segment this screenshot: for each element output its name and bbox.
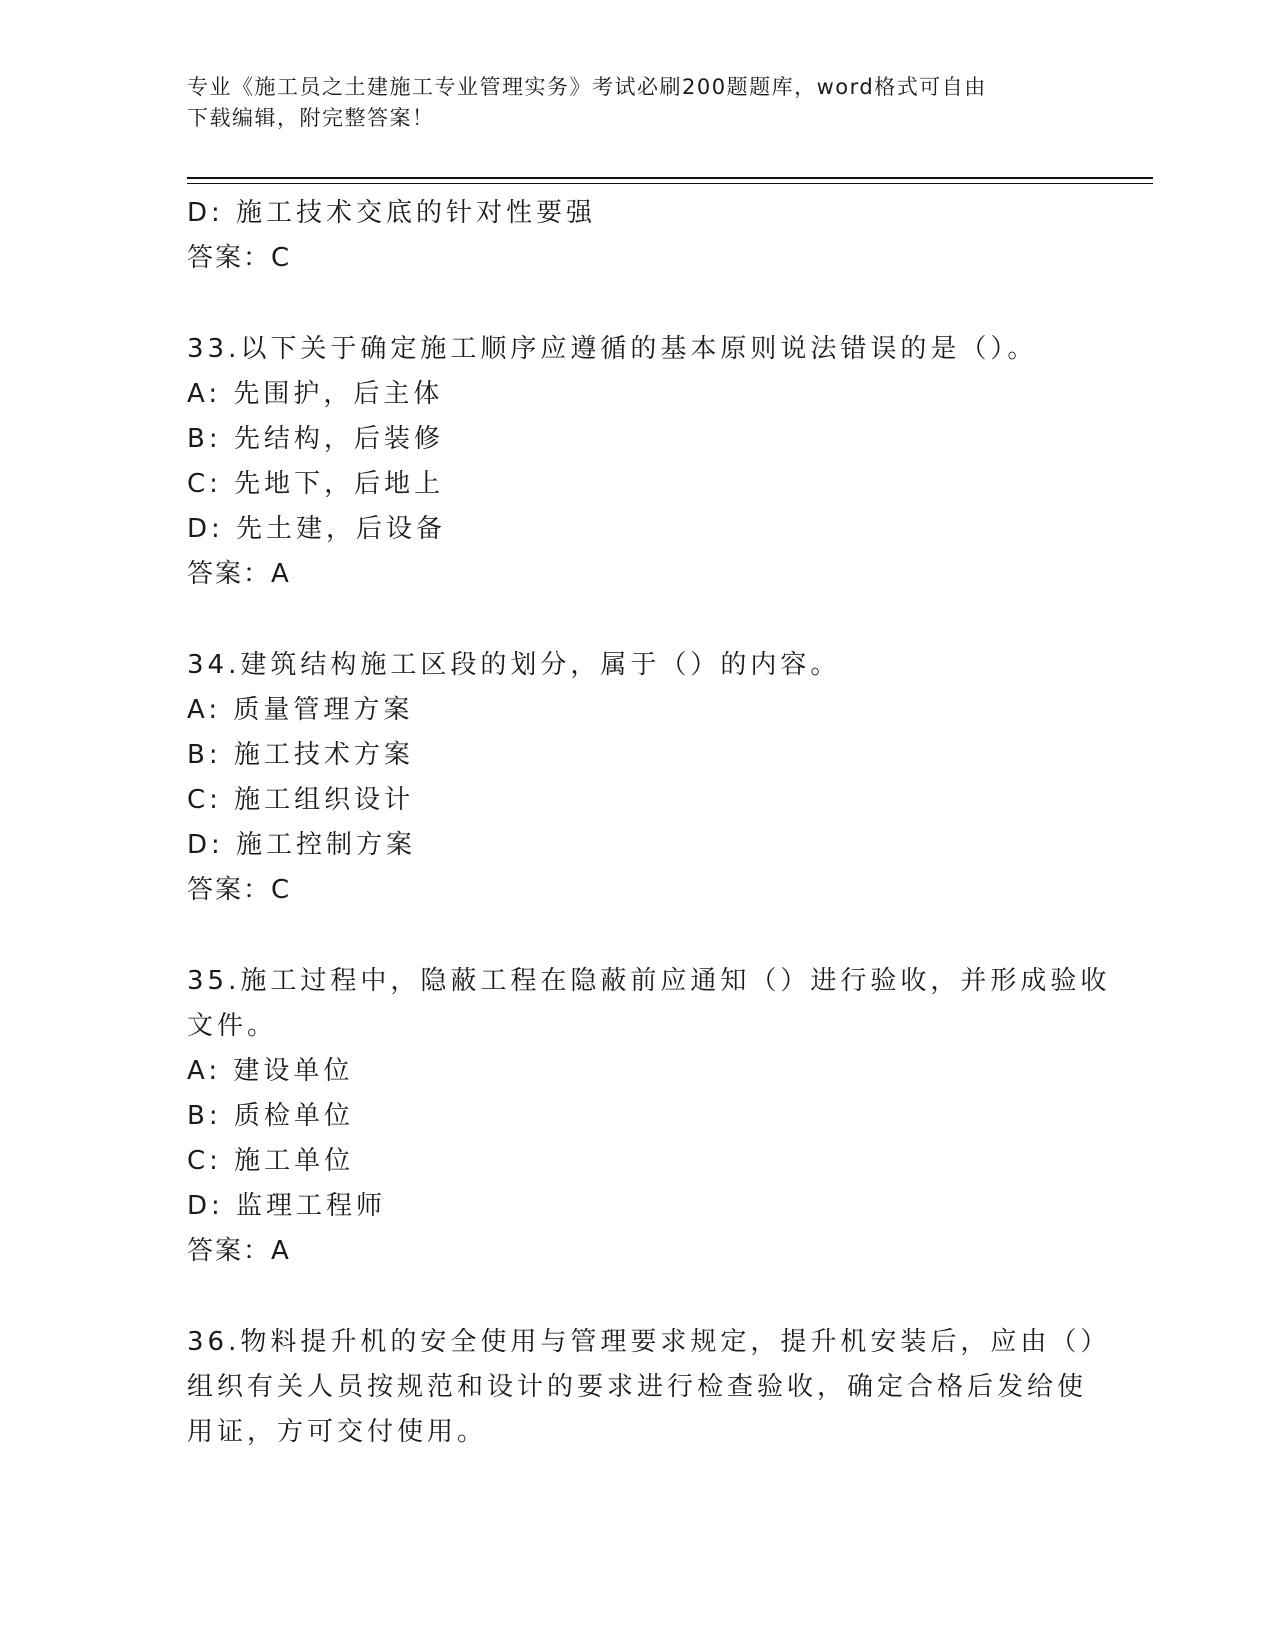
question-34 xyxy=(187,643,1087,913)
option-b: B: 先结构，后装修 xyxy=(187,424,444,454)
answer: 答案：C xyxy=(187,875,292,905)
option-c: C: 施工组织设计 xyxy=(187,785,415,815)
option-c: C: 施工单位 xyxy=(187,1146,355,1176)
question-text-line-2: 文件。 xyxy=(187,1011,278,1041)
option-b: B: 施工技术方案 xyxy=(187,740,414,770)
question-text: 34.建筑结构施工区段的划分，属于（）的内容。 xyxy=(187,650,841,680)
question-32-tail xyxy=(187,191,1087,281)
question-36 xyxy=(187,1320,1111,1455)
header-line-1: 专业《施工员之土建施工专业管理实务》考试必刷200题题库，word格式可自由 xyxy=(187,75,987,99)
question-text: 33.以下关于确定施工顺序应遵循的基本原则说法错误的是（）。 xyxy=(187,334,1038,364)
option-d: D: 施工技术交底的针对性要强 xyxy=(187,198,597,228)
question-33 xyxy=(187,327,1087,597)
option-b: B: 质检单位 xyxy=(187,1101,354,1131)
question-text-line-3: 用证，方可交付使用。 xyxy=(187,1417,488,1447)
header-line-2: 下载编辑，附完整答案！ xyxy=(187,106,435,130)
option-a: A: 建设单位 xyxy=(187,1056,354,1086)
option-a: A: 质量管理方案 xyxy=(187,695,414,725)
answer: 答案：A xyxy=(187,559,291,589)
option-c: C: 先地下，后地上 xyxy=(187,469,445,499)
answer: 答案：C xyxy=(187,243,292,273)
option-d: D: 监理工程师 xyxy=(187,1191,387,1221)
question-text-line-2: 组织有关人员按规范和设计的要求进行检查验收，确定合格后发给使 xyxy=(187,1372,1088,1402)
document-body xyxy=(187,191,1111,1455)
option-a: A: 先围护，后主体 xyxy=(187,379,444,409)
header-rule-thin xyxy=(187,183,1153,184)
question-text-line-1: 35.施工过程中，隐蔽工程在隐蔽前应通知（）进行验收，并形成验收 xyxy=(187,966,1111,996)
answer: 答案：A xyxy=(187,1236,291,1266)
option-d: D: 施工控制方案 xyxy=(187,830,417,860)
header-rule-thick xyxy=(187,177,1153,179)
option-d: D: 先土建，后设备 xyxy=(187,514,447,544)
question-35 xyxy=(187,959,1111,1274)
question-text-line-1: 36.物料提升机的安全使用与管理要求规定，提升机安装后，应由（） xyxy=(187,1327,1111,1357)
document-header xyxy=(187,72,1067,134)
